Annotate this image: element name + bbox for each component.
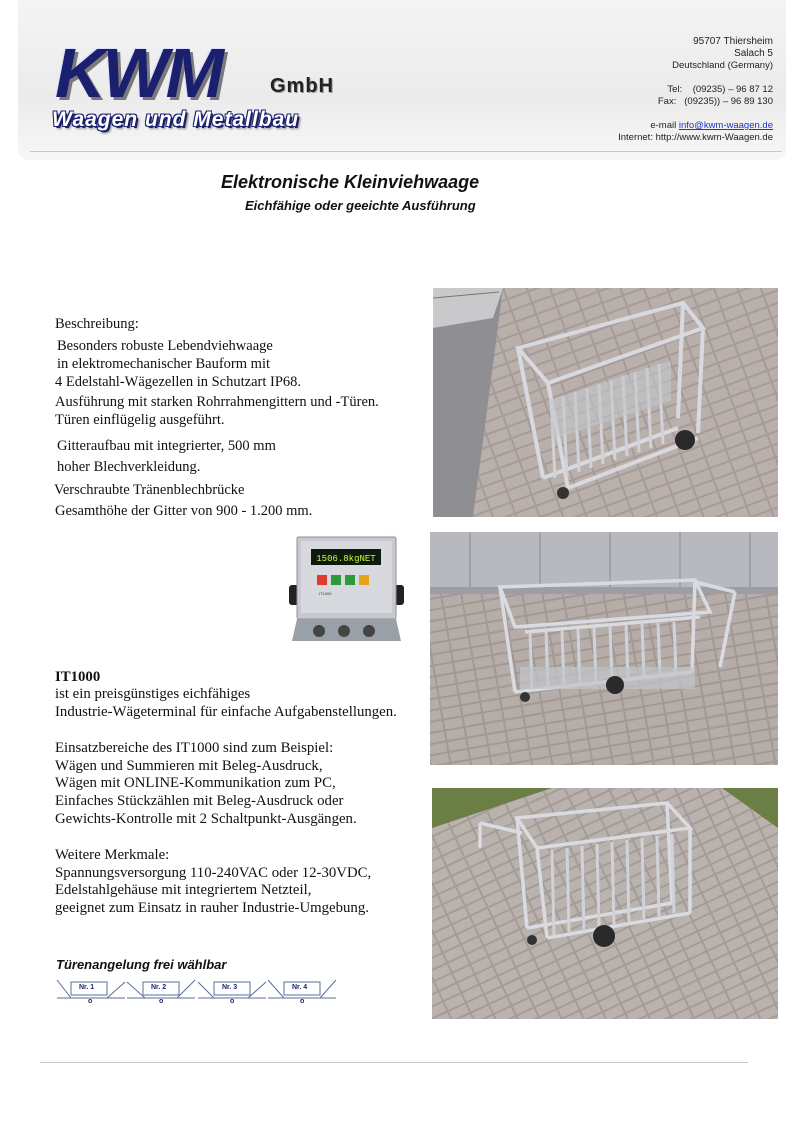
description-line: Türen einflügelig ausgeführt.	[55, 412, 225, 428]
it1000-features-line: geeignet zum Einsatz in rauher Industrie-Umgebung.	[55, 900, 369, 916]
scale-photo-2	[430, 532, 778, 765]
description-line: in elektromechanischer Bauform mit	[57, 356, 270, 372]
description-line: Gesamthöhe der Gitter von 900 - 1.200 mm.	[55, 503, 313, 519]
it1000-intro-line: Industrie-Wägeterminal für einfache Aufgabenstellungen.	[55, 704, 397, 720]
it1000-intro-line: ist ein preisgünstiges eichfähiges	[55, 686, 251, 702]
company-tagline: Waagen und Metallbau	[52, 108, 300, 131]
door-hinging-heading: Türenangelung frei wählbar	[56, 957, 227, 972]
door-option-marker: o	[230, 998, 235, 1005]
description-line: Besonders robuste Lebendviehwaage	[57, 338, 273, 354]
description-line: Ausführung mit starken Rohrrahmengittern und -Türen.	[55, 394, 379, 410]
website-link[interactable]: http://www.kwm-Waagen.de	[655, 132, 773, 143]
contact-tel: Tel: (09235) – 96 87 12	[667, 84, 773, 95]
it1000-uses-line: Einfaches Stückzählen mit Beleg-Ausdruck oder	[55, 793, 344, 809]
door-option-label: Nr. 3	[222, 984, 238, 991]
it1000-features-line: Edelstahlgehäuse mit integriertem Netzteil,	[55, 882, 312, 898]
it1000-features-line: Weitere Merkmale:	[55, 847, 170, 863]
contact-email: e-mail info@kwm-waagen.de	[650, 120, 773, 131]
page-title: Elektronische Kleinviehwaage	[221, 172, 480, 192]
company-logo: KWM	[55, 34, 221, 112]
it1000-uses-line: Wägen mit ONLINE-Kommunikation zum PC,	[55, 775, 336, 791]
contact-street: Salach 5	[734, 48, 773, 59]
scale-photo-3	[432, 788, 778, 1019]
terminal-model-label: IT1000	[319, 591, 332, 596]
description-line: Verschraubte Tränenblechbrücke	[54, 482, 245, 498]
door-option-marker: o	[300, 998, 305, 1005]
door-option-label: Nr. 1	[79, 984, 95, 991]
email-link[interactable]: info@kwm-waagen.de	[678, 120, 773, 131]
door-option-marker: o	[88, 998, 93, 1005]
page-subtitle: Eichfähige oder geeichte Ausführung	[245, 198, 476, 213]
header-divider	[30, 151, 782, 152]
contact-block	[618, 36, 773, 144]
door-option-marker: o	[159, 998, 164, 1005]
contact-country: Deutschland (Germany)	[672, 60, 773, 71]
contact-zip-city: 95707 Thiersheim	[693, 36, 773, 47]
scale-photo-1	[433, 288, 778, 517]
description-line: hoher Blechverkleidung.	[57, 459, 201, 475]
it1000-uses-line: Gewichts-Kontrolle mit 2 Schaltpunkt-Ausgängen.	[55, 811, 357, 827]
description-line: Gitteraufbau mit integrierter, 500 mm	[57, 438, 276, 454]
door-option-label: Nr. 4	[292, 984, 308, 991]
company-logo-suffix: GmbH	[270, 75, 334, 97]
description-line: 4 Edelstahl-Wägezellen in Schutzart IP68.	[55, 374, 302, 390]
it1000-heading: IT1000	[55, 669, 101, 685]
it1000-uses-line: Einsatzbereiche des IT1000 sind zum Beispiel:	[55, 740, 334, 756]
it1000-terminal-image	[289, 533, 404, 645]
description-heading: Beschreibung:	[55, 316, 139, 332]
door-option-label: Nr. 2	[151, 984, 167, 991]
footer-divider	[40, 1062, 748, 1063]
terminal-display-readout: 1506.8kgNET	[316, 554, 376, 564]
it1000-features-line: Spannungsversorgung 110-240VAC oder 12-30VDC,	[55, 865, 372, 881]
contact-internet: Internet: http://www.kwm-Waagen.de	[618, 132, 773, 143]
contact-fax: Fax: (09235)) – 96 89 130	[657, 96, 773, 107]
it1000-uses-line: Wägen und Summieren mit Beleg-Ausdruck,	[55, 758, 323, 774]
